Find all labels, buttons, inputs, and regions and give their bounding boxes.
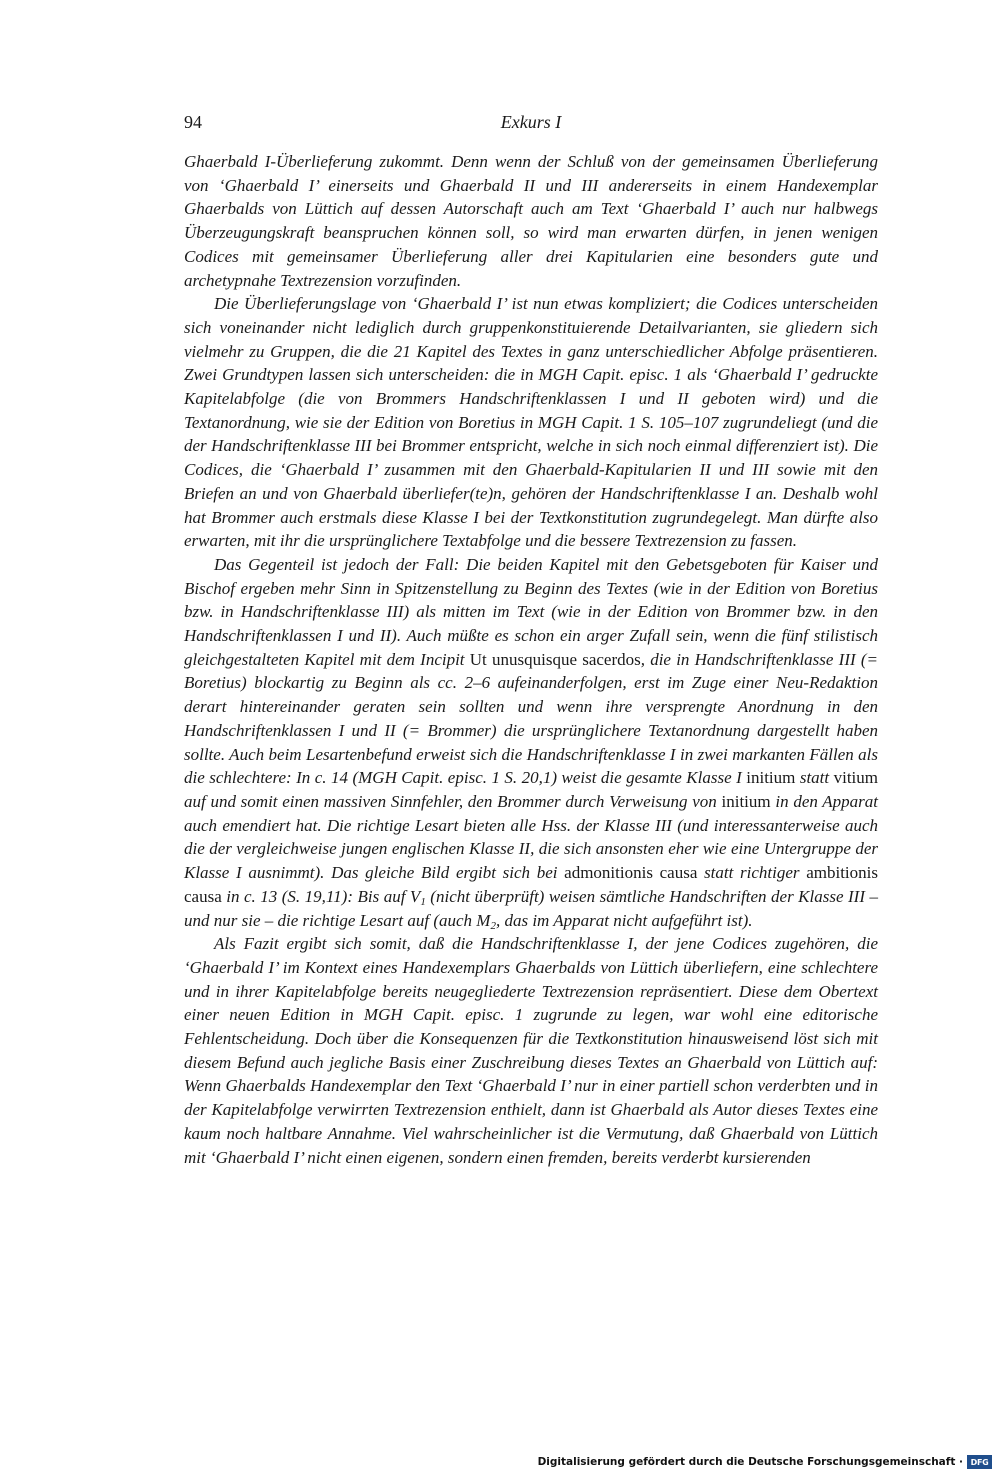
page-header xyxy=(184,112,878,138)
quoted-reading: vitium xyxy=(833,768,878,788)
quoted-reading: ambitionis causa xyxy=(184,863,878,906)
paragraph-1 xyxy=(184,150,878,292)
footer-credit xyxy=(538,1454,992,1470)
body-text xyxy=(184,150,878,1169)
text-span: Als Fazit ergibt sich somit, daß die Handschriftenklasse I, der jene Codices zugehören, die ‘Ghaerbald I’ im Kontext eines Handexemplars Ghaerbalds von Lüttich überliefern, eine schlechtere und in ihrer Kapitelabfolge bereits neugegliederte Textrezension repräsentiert. Diese dem Obertext einer neuen Edition in MGH Capit. episc. 1 zugrunde zu legen, war wohl eine editorische Fehlentscheidung. Doch über die Konsequenzen für die Textkonstitution hinausweisend löst sich mit diesem Befund auch jegliche Basis einer Zuschreibung dieses Textes an Ghaerbald von Lüttich auf: Wenn Ghaerbalds Handexemplar den Text ‘Ghaerbald I’ nur in einer partiell schon verderbten und in der Kapitelabfolge verwirrten Textrezension enthielt, dann ist Ghaerbald als Autor dieses Textes eine kaum noch haltbare Annahme. Viel wahrscheinlicher ist die Vermutung, daß Ghaerbald von Lüttich mit ‘Ghaerbald I’ nicht einen eigenen, sondern einen fremden, bereits verderbt kursierenden xyxy=(184,934,878,1167)
text-span: statt richtiger xyxy=(697,863,807,883)
text-span: , die in Handschriftenklasse III (= Boretius) blockartig zu Beginn als cc. 2–6 aufeinanderfolgen, erst im Zuge einer Neu-Redaktion derart hintereinander geraten sein sollten und wenn ihre versprengte Anordnung in den Handschriftenklassen I und II (= Brommer) die ursprünglichere Textanordnung dargestellt haben sollte. Auch beim Lesartenbefund erweist sich die Handschriftenklasse I in zwei markanten Fällen als die schlechtere: In c. 14 (MGH Capit. episc. 1 S. 20,1) weist die gesamte Klasse I xyxy=(184,649,878,788)
paragraph-3 xyxy=(184,553,878,932)
text-span: auf und somit einen massiven Sinnfehler, den Brommer durch Verweisung von xyxy=(184,791,722,811)
running-head: Exkurs I xyxy=(500,112,562,132)
text-span: Ghaerbald I-Überlieferung zukommt. Denn wenn der Schluß von der gemeinsamen Überlieferung von ‘Ghaerbald I’ einerseits und Ghaerbald II und III andererseits in einem Handexemplar Ghaerbalds von Lüttich auf dessen Autorschaft auch am Text ‘Ghaerbald I’ auch nur halbwegs Überzeugungskraft beanspruchen können soll, so wird man erwarten dürfen, in jenen wenigen Codices mit gemeinsamer Überlieferung aller drei Kapitularien eine besonders gute und archetypnahe Textrezension vorzufinden. xyxy=(184,152,878,290)
text-span: in den Apparat auch emendiert hat. Die richtige Lesart bieten alle Hss. der Klasse III (und interessanterweise auch die der vergleichweise jungen englischen Klasse II, die sich ansonsten eher wie eine Untergruppe der Klasse I ausnimmt). Das gleiche Bild ergibt sich bei xyxy=(184,791,879,883)
text-span: Das Gegenteil ist jedoch der Fall: Die beiden Kapitel mit den Gebetsgeboten für Kaiser und Bischof ergeben mehr Sinn in Spitzenstellung zu Beginn des Textes (wie in der Edition von Boretius bzw. in Handschriftenklasse III) als mitten im Text (wie in der Edition von Brommer bzw. in den Handschriftenklassen I und II). Auch müßte es schon ein arger Zufall sein, wenn die fünf stilistisch gleichgestalteten Kapitel mit dem Incipit xyxy=(184,554,878,669)
quoted-incipit: Ut unusquisque sacerdos xyxy=(469,649,641,669)
quoted-reading: initium xyxy=(721,791,771,811)
text-span: (nicht überprüft) weisen sämtliche Handschriften der Klasse III – und nur sie – die richtige Lesart auf (auch M xyxy=(184,886,878,930)
dfg-logo-icon: DFG xyxy=(967,1455,992,1469)
subscript: 2 xyxy=(490,919,496,932)
paragraph-4 xyxy=(184,932,878,1169)
quoted-reading: initium xyxy=(746,768,796,788)
text-span: Die Überlieferungslage von ‘Ghaerbald I’ ist nun etwas kompliziert; die Codices unterscheiden sich voneinander nicht lediglich durch gruppenkonstituierende Detailvarianten, sie gliedern sich vielmehr zu Gruppen, die die 21 Kapitel des Textes in ganz unterschiedlicher Abfolge präsentieren. Zwei Grundtypen lassen sich unterscheiden: die in MGH Capit. episc. 1 als ‘Ghaerbald I’ gedruckte Kapitelabfolge (die von Brommers Handschriftenklassen I und II geboten wird) und die Textanordnung, wie sie der Edition von Boretius in MGH Capit. 1 S. 105–107 zugrundeliegt (und die der Handschriftenklasse III bei Brommer entspricht, welche in sich noch einmal differenziert ist). Die Codices, die ‘Ghaerbald I’ zusammen mit den Ghaerbald-Kapitularien II und III sowie mit den Briefen an und von Ghaerbald überliefer(te)n, gehören der Handschriftenklasse I an. Deshalb wohl hat Brommer auch erstmals diese Klasse I bei der Textkonstitution zugrundegelegt. Man dürfte also erwarten, mit ihr die ursprünglichere Textabfolge und die bessere Textrezension zu fassen. xyxy=(184,294,878,551)
text-span: in c. 13 (S. 19,11): Bis auf V xyxy=(221,886,421,906)
page-number: 94 xyxy=(184,112,202,132)
text-span: , das im Apparat nicht aufgeführt ist). xyxy=(495,910,753,930)
footer-credit-text: Digitalisierung gefördert durch die Deutsche Forschungsgemeinschaft · xyxy=(537,1456,963,1468)
quoted-reading: admonitionis causa xyxy=(564,863,698,883)
subscript: 1 xyxy=(420,895,426,908)
paragraph-2 xyxy=(184,292,878,553)
text-span: statt xyxy=(795,768,834,788)
